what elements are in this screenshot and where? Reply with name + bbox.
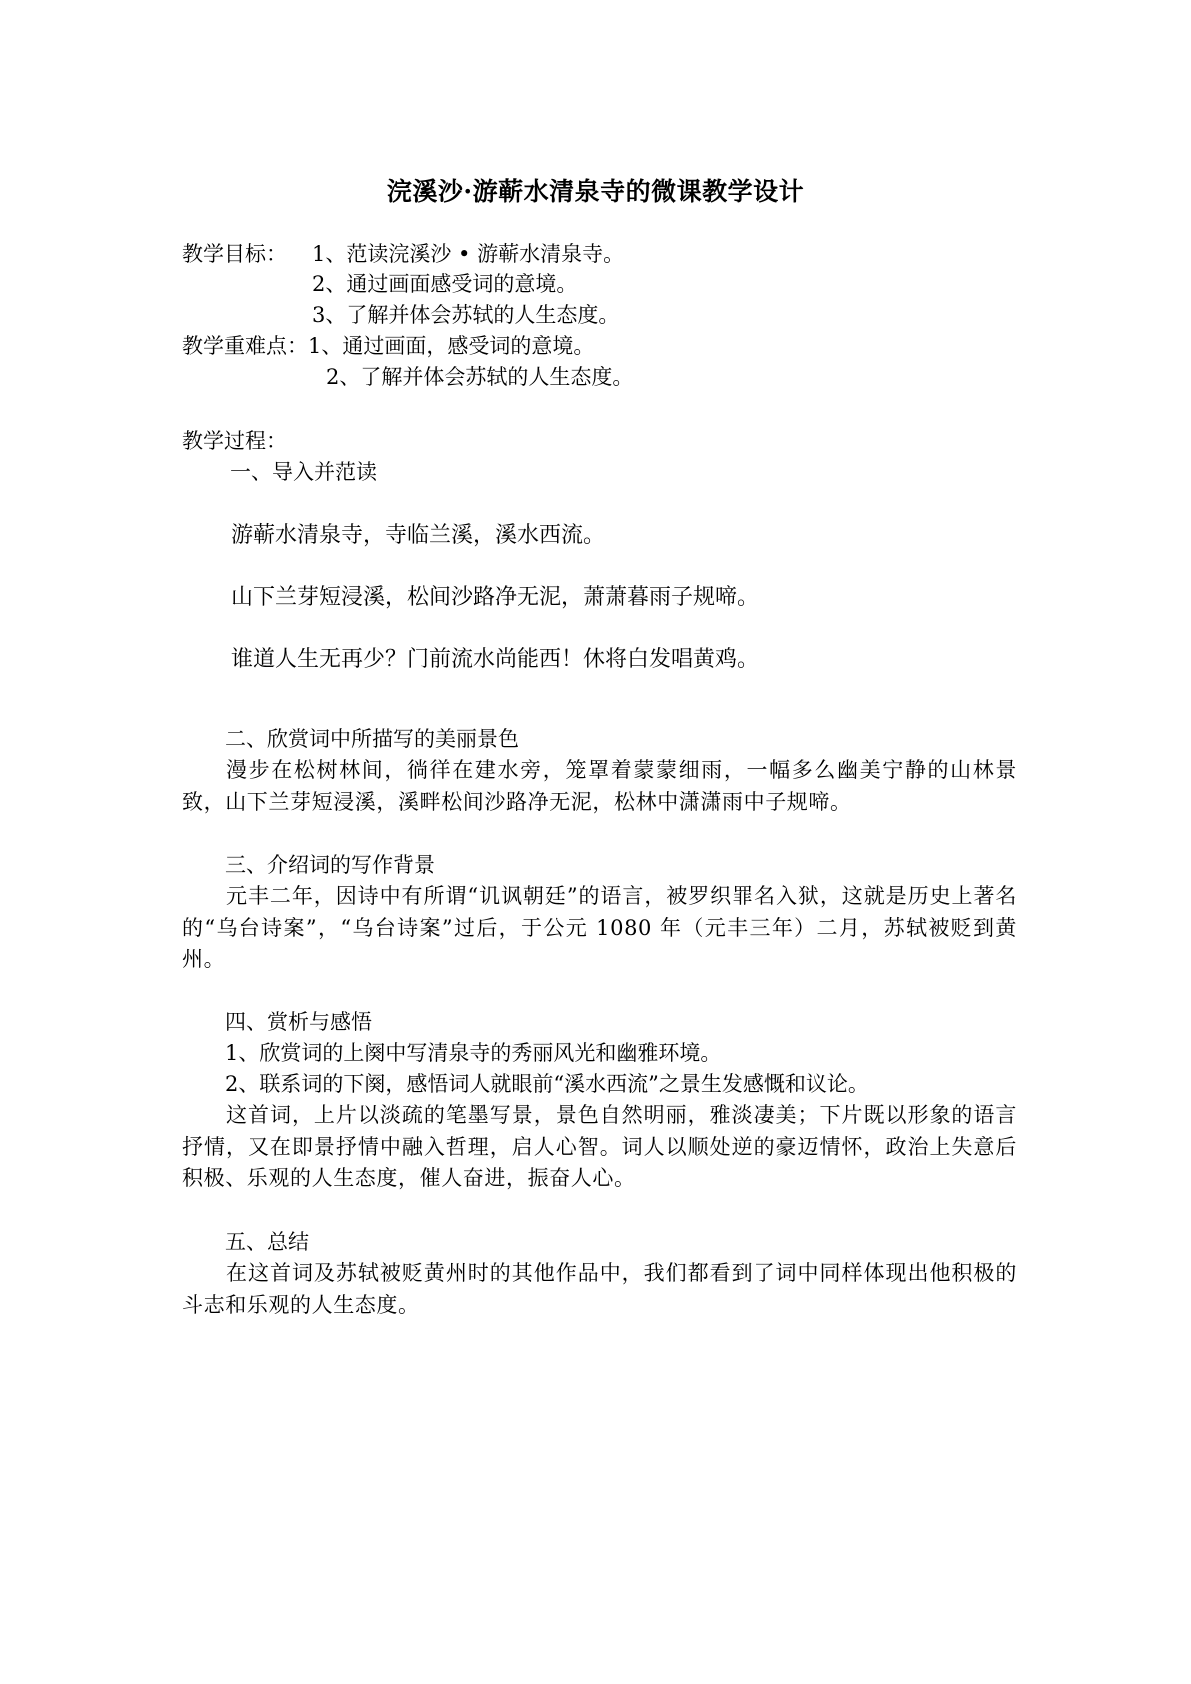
section-body: 在这首词及苏轼被贬黄州时的其他作品中，我们都看到了词中同样体现出他积极的斗志和乐观的人生态度。: [182, 1261, 1017, 1317]
objectives-label: 教学目标：: [182, 242, 287, 266]
section-body: 漫步在松树林间，徜徉在建水旁，笼罩着蒙蒙细雨，一幅多么幽美宁静的山林景致，山下兰芽短浸溪，溪畔松间沙路净无泥，松林中潇潇雨中子规啼。: [182, 758, 1017, 814]
poem-line: 谁道人生无再少？门前流水尚能西！休将白发唱黄鸡。: [231, 647, 760, 672]
list-item: 2、联系词的下阕，感悟词人就眼前“溪水西流”之景生发感慨和议论。: [225, 1072, 869, 1096]
poem-line: 游蕲水清泉寺，寺临兰溪，溪水西流。: [231, 523, 606, 548]
section-body: 这首词，上片以淡疏的笔墨写景，景色自然明丽，雅淡凄美；下片既以形象的语言抒情，又在即景抒情中融入哲理，启人心智。词人以顺处逆的豪迈情怀，政治上失意后积极、乐观的人生态度，催人奋进，振奋人心。: [182, 1103, 1017, 1190]
objective-item: 3、了解并体会苏轼的人生态度。: [312, 303, 620, 327]
section-body: 元丰二年，因诗中有所谓“讥讽朝廷”的语言，被罗织罪名入狱，这就是历史上著名的“乌台诗案”，“乌台诗案”过后，于公元 1080 年（元丰三年）二月，苏轼被贬到黄州。: [182, 884, 1017, 971]
section-heading: 三、介绍词的写作背景: [225, 853, 435, 877]
section-heading: 五、总结: [225, 1230, 309, 1254]
section-heading: 一、导入并范读: [230, 460, 377, 484]
key-point-item: 1、通过画面，感受词的意境。: [308, 334, 595, 358]
section-heading: 二、欣赏词中所描写的美丽景色: [225, 727, 519, 751]
section-heading: 四、赏析与感悟: [225, 1010, 372, 1034]
key-point-item: 2、了解并体会苏轼的人生态度。: [326, 365, 634, 389]
list-item: 1、欣赏词的上阕中写清泉寺的秀丽风光和幽雅环境。: [225, 1041, 722, 1065]
objective-item: 1、范读浣溪沙 • 游蕲水清泉寺。: [312, 242, 625, 266]
key-points-label: 教学重难点：: [182, 334, 308, 358]
objective-item: 2、通过画面感受词的意境。: [312, 272, 578, 296]
poem-line: 山下兰芽短浸溪，松间沙路净无泥，萧萧暮雨子规啼。: [231, 585, 760, 610]
document-title: 浣溪沙·游蕲水清泉寺的微课教学设计: [386, 177, 805, 206]
process-label: 教学过程：: [182, 429, 287, 453]
